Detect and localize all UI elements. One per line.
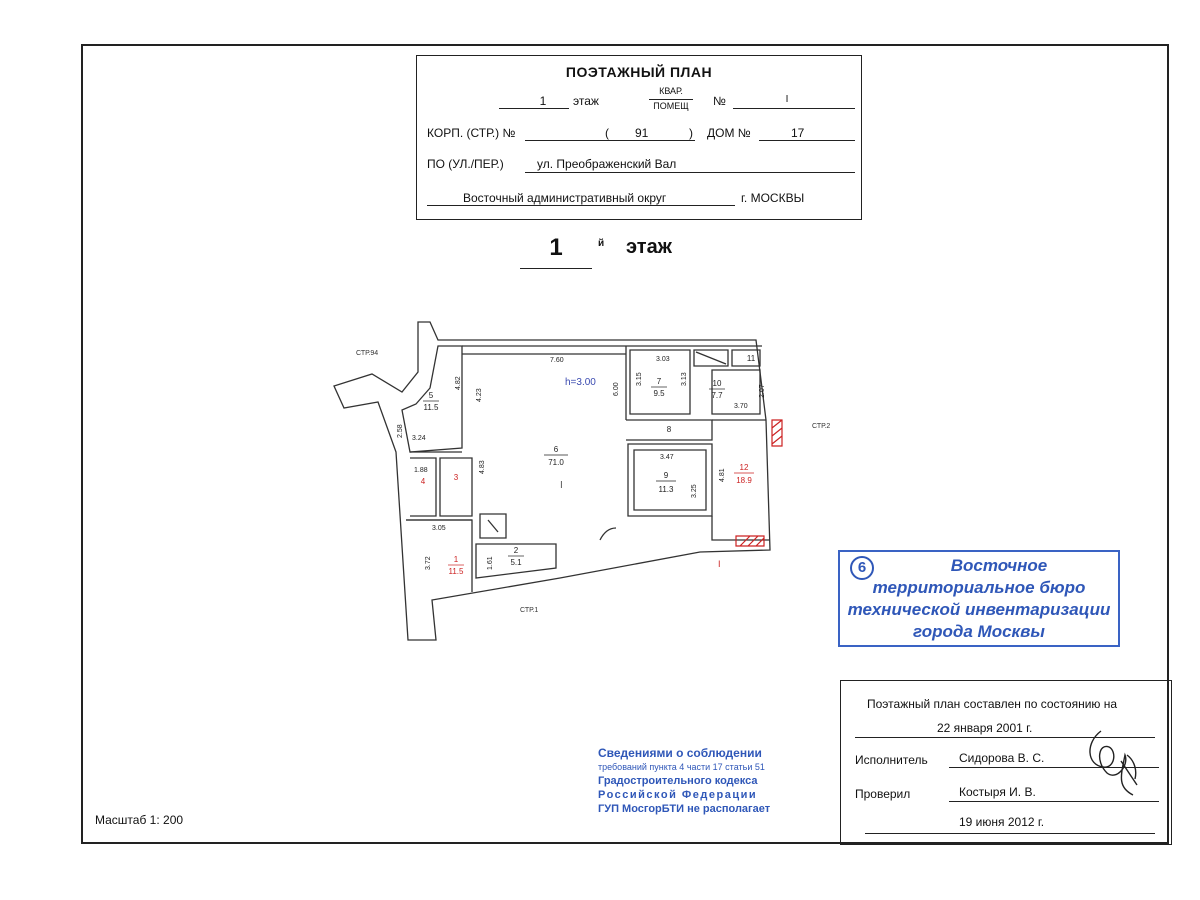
room-1-number: 1 — [453, 555, 459, 564]
stamp-line-3: технической инвентаризации — [847, 600, 1111, 619]
dim-3-15: 3.15 — [636, 372, 643, 386]
dim-3-47: 3.47 — [660, 454, 674, 461]
dim-3-25: 3.25 — [691, 484, 698, 498]
korp-close-paren: ) — [689, 126, 693, 140]
dim-2-07: 2.07 — [759, 384, 766, 398]
signature — [1077, 721, 1147, 801]
dim-1-88: 1.88 — [414, 467, 428, 474]
hatch-bottom-right — [736, 536, 764, 546]
pomesch-label: ПОМЕЩ — [653, 101, 689, 111]
compliance-note-line-1: Сведениями о соблюдении — [598, 746, 762, 760]
approval-block — [840, 680, 1172, 845]
room-5-number: 5 — [428, 391, 434, 400]
str2-label: СТР.2 — [812, 423, 831, 430]
check-date: 19 июня 2012 г. — [959, 815, 1045, 829]
ceiling-height-label: h=3.00 — [565, 377, 596, 388]
number-label: № — [713, 94, 726, 108]
state-label: Поэтажный план составлен по состоянию на — [867, 697, 1118, 711]
room-2-area: 5.1 — [510, 558, 522, 567]
room-9-number: 9 — [663, 471, 669, 480]
room-12-area: 18.9 — [736, 476, 752, 485]
dim-4-83: 4.83 — [479, 460, 486, 474]
room-12-number: 12 — [739, 463, 749, 472]
room-1-area: 11.5 — [448, 567, 464, 576]
executor-name: Сидорова В. С. — [959, 751, 1045, 765]
bti-stamp — [838, 550, 1120, 647]
room-5-area: 11.5 — [423, 403, 439, 412]
kvar-label: КВАР. — [659, 86, 683, 96]
section-mark-room-6: I — [560, 480, 563, 491]
compliance-note-line-2: требований пункта 4 части 17 статьи 51 — [598, 762, 765, 772]
plan-title: ПОЭТАЖНЫЙ ПЛАН — [565, 64, 713, 80]
street-value: ул. Преображенский Вал — [537, 157, 677, 171]
str1-label: СТР.1 — [520, 607, 539, 614]
dim-3-24: 3.24 — [412, 435, 426, 442]
checker-label: Проверил — [855, 787, 911, 801]
number-value: I — [785, 94, 789, 105]
floor-heading-suffix: й — [598, 238, 605, 249]
checker-name: Костыря И. В. — [959, 785, 1036, 799]
floor-heading-number: 1 — [520, 234, 592, 269]
dim-6-00: 6.00 — [613, 382, 620, 396]
floor-label: этаж — [573, 94, 599, 108]
dim-4-23: 4.23 — [476, 388, 483, 402]
dim-7-60: 7.60 — [550, 357, 564, 364]
executor-label: Исполнитель — [855, 753, 928, 767]
korp-value: 91 — [635, 126, 649, 140]
room-3-outline — [440, 458, 472, 516]
dim-3-13: 3.13 — [681, 372, 688, 386]
stamp-line-4: города Москвы — [913, 622, 1045, 641]
dim-2-58: 2.58 — [397, 424, 404, 438]
str94-label: СТР.94 — [356, 350, 379, 357]
outer-wall — [334, 322, 770, 640]
dim-3-05: 3.05 — [432, 525, 446, 532]
state-date: 22 января 2001 г. — [937, 721, 1033, 735]
room-9-area: 11.3 — [658, 485, 674, 494]
room-3-number: 3 — [453, 473, 459, 482]
room-11-number: 11 — [746, 354, 756, 363]
stamp-line-2: территориальное бюро — [872, 578, 1086, 597]
compliance-note-line-3: Градостроительного кодекса — [598, 775, 758, 787]
room-4-number: 4 — [420, 477, 426, 486]
room-7-area: 9.5 — [653, 389, 665, 398]
stamp-line-1: Восточное — [950, 556, 1048, 575]
korp-label: КОРП. (СТР.) № — [427, 126, 516, 140]
floor-value: 1 — [539, 94, 547, 108]
korp-open-paren: ( — [605, 126, 609, 140]
dim-3-70: 3.70 — [734, 403, 748, 410]
dim-3-03: 3.03 — [656, 356, 670, 363]
compliance-note-line-5: ГУП МосгорБТИ не располагает — [598, 803, 771, 815]
room-10-area: 7.7 — [711, 391, 723, 400]
compliance-note-line-4: Российской Федерации — [598, 789, 758, 801]
room-7-number: 7 — [656, 377, 662, 386]
street-label: ПО (УЛ./ПЕР.) — [427, 157, 504, 171]
dim-3-72: 3.72 — [425, 556, 432, 570]
dim-4-82: 4.82 — [455, 376, 462, 390]
room-2-number: 2 — [513, 546, 519, 555]
dom-value: 17 — [791, 126, 805, 140]
dim-1-61: 1.61 — [487, 556, 494, 570]
room-6-area: 71.0 — [548, 458, 564, 467]
floor-heading-word: этаж — [626, 236, 672, 258]
dim-4-81: 4.81 — [719, 468, 726, 482]
hatch-top-right — [772, 420, 782, 446]
scale-label: Масштаб 1: 200 — [95, 813, 184, 827]
stamp-number: 6 — [850, 556, 874, 580]
district-value: Восточный административный округ — [463, 191, 667, 205]
city-value: г. МОСКВЫ — [741, 191, 805, 205]
dom-label: ДОМ № — [707, 126, 751, 140]
room-10-number: 10 — [712, 379, 722, 388]
room-8-number: 8 — [666, 425, 672, 434]
section-mark-label: I — [718, 559, 721, 569]
room-6-number: 6 — [553, 445, 559, 454]
